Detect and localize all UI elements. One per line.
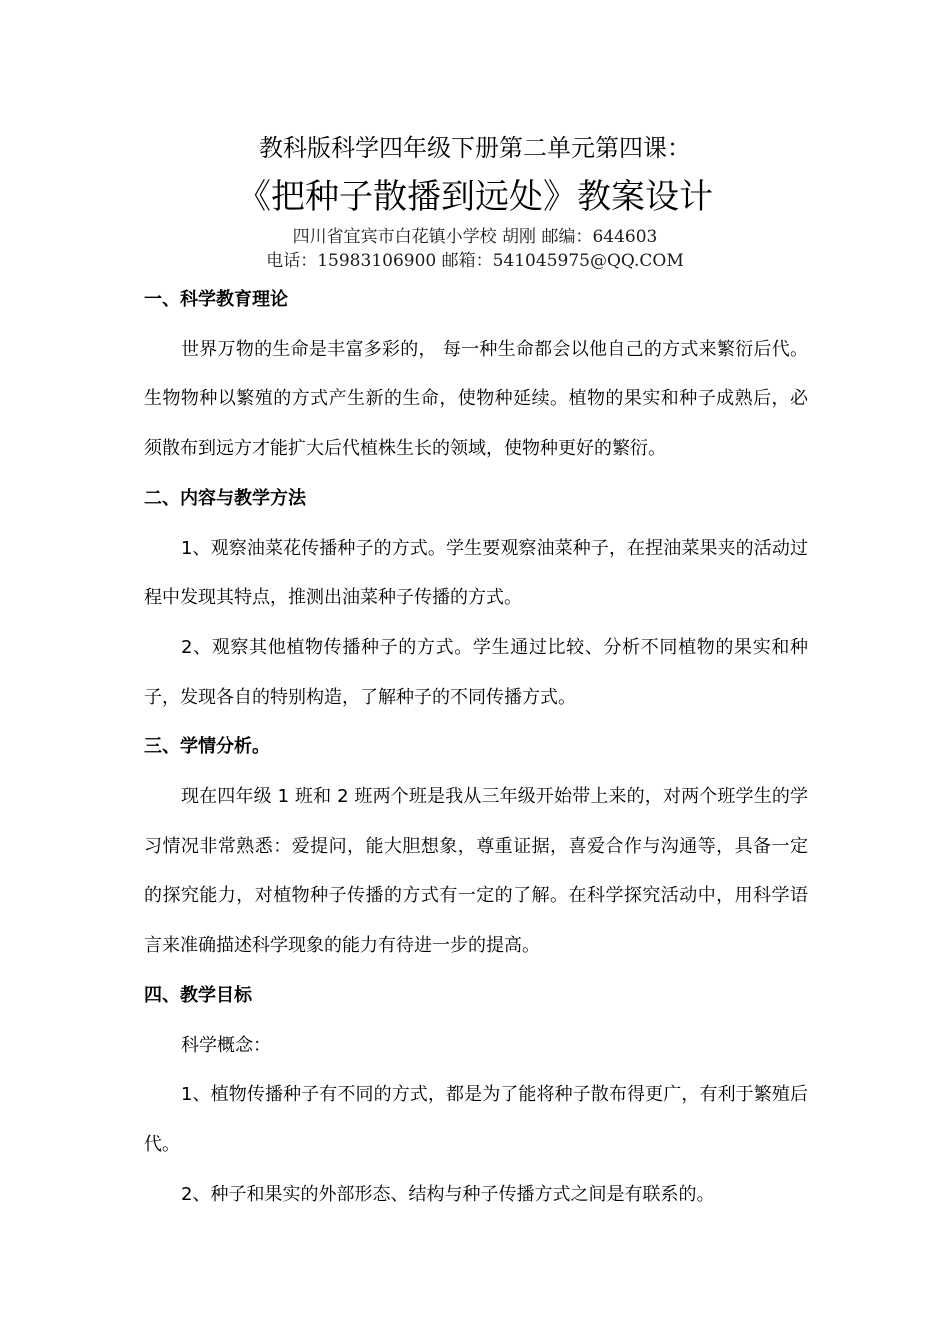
document-body <box>144 275 808 1219</box>
paragraph: 世界万物的生命是丰富多彩的， 每一种生命都会以他自己的方式来繁衍后代。生物物种以繁殖的方式产生新的生命，使物种延续。植物的果实和种子成熟后，必须散布到远方才能扩大后代植株生长的领域，使物种更好的繁衍。 <box>144 338 808 460</box>
paragraph: 现在四年级 1 班和 2 班两个班是我从三年级开始带上来的，对两个班学生的学习情况非常熟悉：爱提问，能大胆想象，尊重证据，喜爱合作与沟通等，具备一定的探究能力，对植物种子传播的方式有一定的了解。在科学探究活动中，用科学语言来准确描述科学现象的能力有待进一步的提高。 <box>144 786 808 957</box>
section-student-analysis <box>144 722 808 971</box>
paragraph: 1、植物传播种子有不同的方式，都是为了能将种子散布得更广，有利于繁殖后代。 <box>144 1084 808 1155</box>
paragraph: 科学概念： <box>181 1034 271 1056</box>
section-heading: 三、学情分析。 <box>144 736 270 758</box>
paragraph: 1、观察油菜花传播种子的方式。学生要观察油菜种子，在捏油菜果夹的活动过程中发现其特点，推测出油菜种子传播的方式。 <box>144 537 808 609</box>
document-subtitle: 教科版科学四年级下册第二单元第四课： <box>259 134 691 162</box>
paragraph: 2、观察其他植物传播种子的方式。学生通过比较、分析不同植物的果实和种子，发现各自的特别构造，了解种子的不同传播方式。 <box>144 636 808 708</box>
contact-info: 电话：15983106900 邮箱：541045975@QQ.COM <box>266 251 684 271</box>
section-heading: 二、内容与教学方法 <box>144 487 306 509</box>
paragraph: 2、种子和果实的外部形态、结构与种子传播方式之间是有联系的。 <box>181 1183 715 1205</box>
section-theory <box>144 275 808 474</box>
document-title: 《把种子散播到远处》教案设计 <box>237 177 713 217</box>
section-heading: 四、教学目标 <box>144 984 252 1006</box>
section-content-methods <box>144 474 808 723</box>
section-heading: 一、科学教育理论 <box>144 289 288 310</box>
author-info: 四川省宜宾市白花镇小学校 胡刚 邮编：644603 <box>292 227 658 247</box>
section-teaching-goals <box>144 971 808 1220</box>
